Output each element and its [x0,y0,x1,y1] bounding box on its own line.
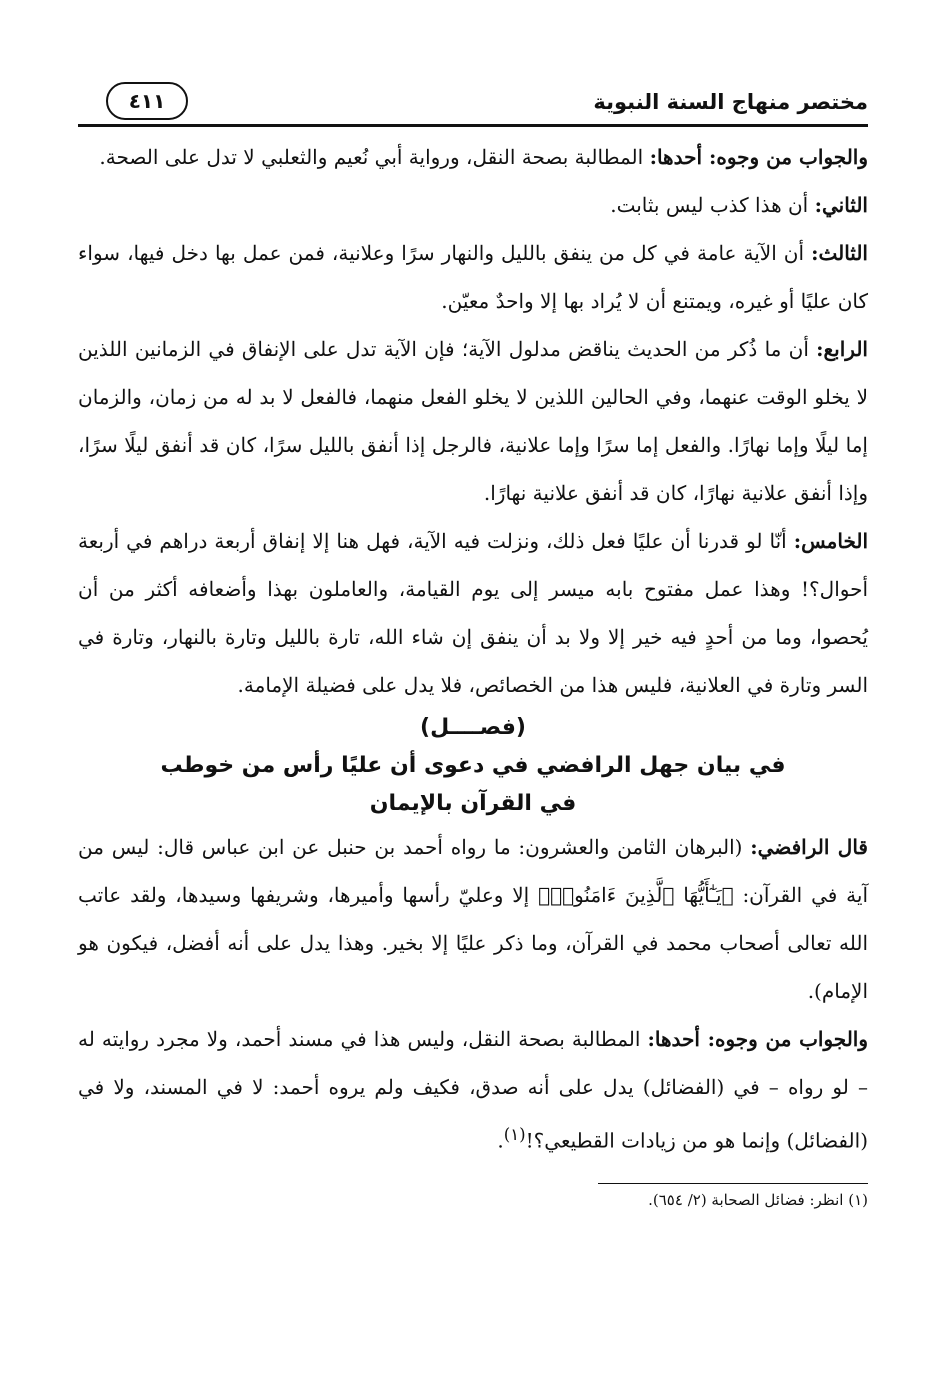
running-title: مختصر منهاج السنة النبوية [593,90,868,114]
paragraph-text: (البرهان الثامن والعشرون: ما رواه أحمد بن حنبل عن ابن عباس قال: ليس من آية في القرآن: ﴿يَـٰٓأَيُّهَا ٱلَّذِينَ ءَامَنُوا۟﴾ إلا وعليّ رأسها وأميرها، وشريفها وسيدها، ولقد عاتب الله تعالى أصحاب محمد في القرآن، وما ذكر عليًا إلا بخير. وهذا يدل على أنه أفضل، فيكون هو الإمام). [78,835,868,1003]
paragraph-text: أنّا لو قدرنا أن عليًا فعل ذلك، ونزلت فيه الآية، فهل هنا إلا إنفاق أربعة دراهم في أربعة أحوال؟! وهذا عمل مفتوح بابه ميسر إلى يوم القيامة، والعاملون بهذا وأضعافه أكثر من أن يُحصوا، وما من أحدٍ فيه خير إلا ولا بد أن ينفق إن شاء الله، تارة بالليل وتارة بالنهار، وتارة في السر وتارة في العلانية، فليس هذا من الخصائص، فلا يدل على فضيلة الإمامة. [78,529,868,697]
page-number-badge: ٤١١ [106,82,188,120]
paragraph-lead: الرابع: [816,337,868,361]
main-text [78,133,868,1165]
paragraph [78,229,868,325]
section-heading [78,709,868,823]
paragraph [78,133,868,181]
footnote-reference: (١) [503,1125,526,1144]
section-label: (فصــــل) [420,715,526,740]
paragraph-lead: الخامس: [793,529,868,553]
paragraph-text: المطالبة بصحة النقل، وليس هذا في مسند أحمد، ولا مجرد روايته له – لو رواه – في (الفضائل) يدل على أنه صدق، فكيف ولم يروه أحمد: لا في المسند، ولا في (الفضائل) وإنما هو من زيادات القطيعي؟! [78,1027,868,1153]
paragraph-text: أن هذا كذب ليس بثابت. [610,193,815,217]
paragraph-end: . [497,1128,504,1153]
footnote-divider [598,1183,868,1184]
paragraph-lead: والجواب من وجوه: أحدها: [649,145,868,169]
paragraph-text: أن ما ذُكر من الحديث يناقض مدلول الآية؛ فإن الآية تدل على الإنفاق في الزمانين اللذين لا يخلو الوقت عنهما، وفي الحالين اللذين لا يخلو الفعل منهما، فالفعل لا بد له من زمان، والزمان إما ليلًا وإما نهارًا. والفعل إما سرًا وإما علانية، فالرجل إذا أنفق بالليل سرًا، كان قد أنفق ليلًا سرًا، وإذا أنفق علانية نهارًا، كان قد أنفق علانية نهارًا. [78,337,869,505]
paragraph [78,517,868,709]
paragraph-lead: الثاني: [814,193,868,217]
paragraph [78,1015,868,1165]
page-header [78,78,868,127]
paragraph [78,823,868,1015]
footnote: (١) انظر: فضائل الصحابة (٢/ ٦٥٤). [648,1190,868,1209]
paragraph-lead: والجواب من وجوه: أحدها: [647,1027,868,1051]
paragraph-text: أن الآية عامة في كل من ينفق بالليل والنهار سرًا وعلانية، فمن عمل بها دخل فيها، سواء كان عليًا أو غيره، ويمتنع أن لا يُراد بها إلا واحدٌ معيّن. [78,241,868,313]
book-page [78,78,868,1358]
section-title-line-2: في القرآن بالإيمان [369,791,577,816]
paragraph-lead: قال الرافضي: [750,835,868,859]
paragraph [78,181,868,229]
paragraph-lead: الثالث: [811,241,868,265]
paragraph-text: المطالبة بصحة النقل، ورواية أبي نُعيم والثعلبي لا تدل على الصحة. [99,145,650,169]
section-title-line-1: في بيان جهل الرافضي في دعوى أن عليًا رأس من خوطب [160,753,786,778]
paragraph [78,325,868,517]
